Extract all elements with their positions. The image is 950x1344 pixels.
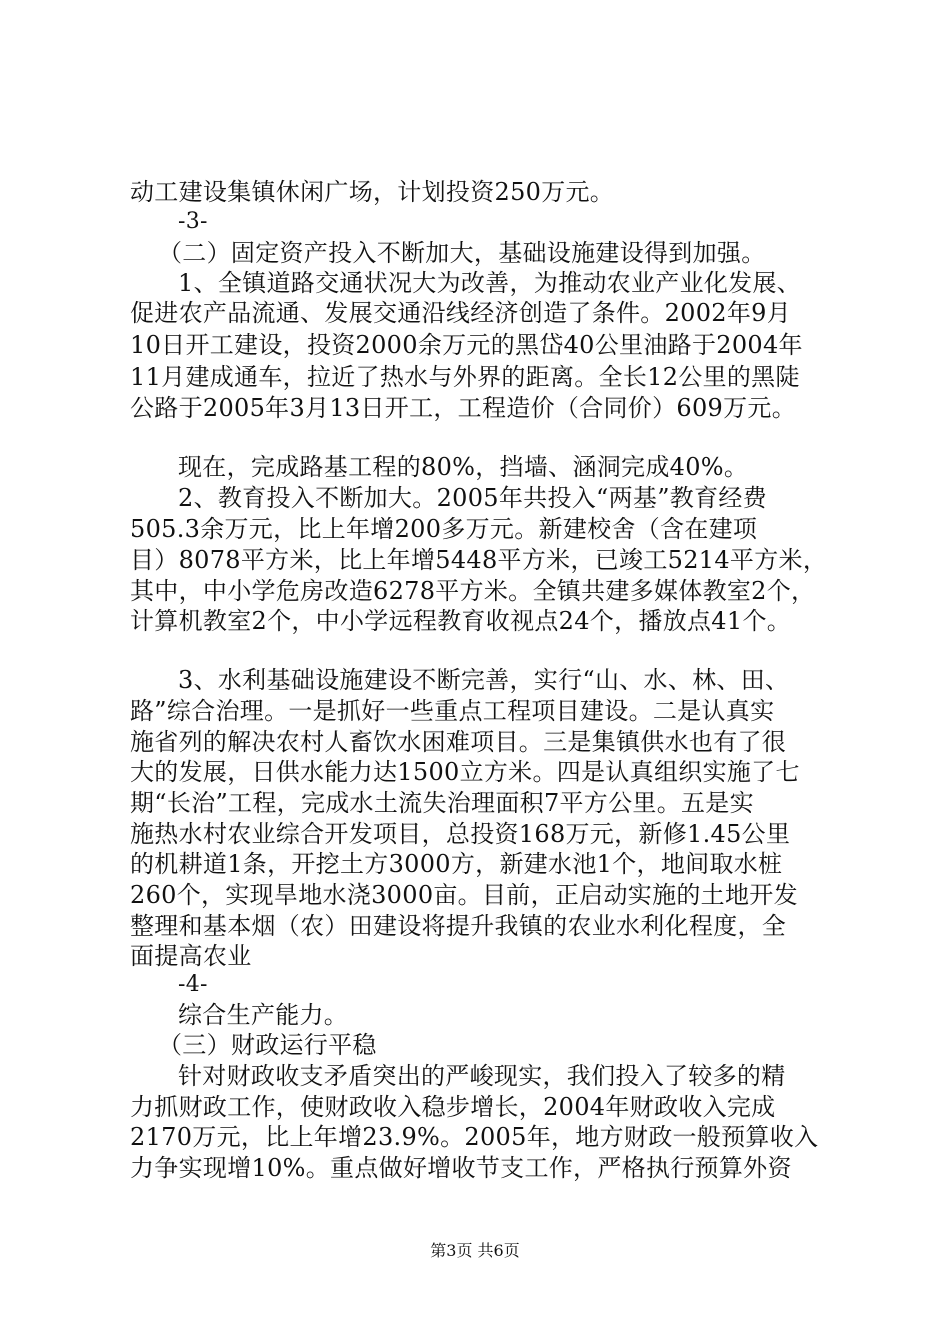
section-heading: （三）财政运行平稳: [158, 1031, 377, 1059]
text-line: 路”综合治理。一是抓好一些重点工程项目建设。二是认真实: [130, 697, 775, 725]
text-line: 力争实现增10%。重点做好增收节支工作，严格执行预算外资: [130, 1154, 792, 1182]
text-line: 2170万元，比上年增23.9%。2005年，地方财政一般预算收入: [130, 1123, 819, 1151]
text-line: 面提高农业: [130, 942, 252, 970]
page-footer: 第3页 共6页: [430, 1241, 520, 1260]
text-line: 3、水利基础设施建设不断完善，实行“山、水、林、田、: [178, 666, 790, 694]
text-line: 促进农产品流通、发展交通沿线经济创造了条件。2002年9月: [130, 299, 792, 327]
text-line: 大的发展，日供水能力达1500立方米。四是认真组织实施了七: [130, 758, 800, 786]
text-line: 10日开工建设，投资2000余万元的黑岱40公里油路于2004年: [130, 331, 803, 359]
text-line: 力抓财政工作，使财政收入稳步增长，2004年财政收入完成: [130, 1093, 776, 1121]
text-line: 260个，实现旱地水浇3000亩。目前，正启动实施的土地开发: [130, 881, 798, 909]
section-heading: （二）固定资产投入不断加大，基础设施建设得到加强。: [158, 239, 766, 267]
page-marker: -3-: [178, 209, 208, 234]
text-line: 2、教育投入不断加大。2005年共投入“两基”教育经费: [178, 484, 767, 512]
text-line: 现在，完成路基工程的80%，挡墙、涵洞完成40%。: [178, 453, 749, 481]
text-line: 整理和基本烟（农）田建设将提升我镇的农业水利化程度，全: [130, 912, 787, 940]
text-line: 的机耕道1条，开挖土方3000方，新建水池1个，地间取水桩: [130, 850, 783, 878]
text-line: 施省列的解决农村人畜饮水困难项目。三是集镇供水也有了很: [130, 728, 787, 756]
text-line: 505.3余万元，比上年增200多万元。新建校舍（含在建项: [130, 515, 758, 543]
text-line: 目）8078平方米，比上年增5448平方米，已竣工5214平方米，: [130, 546, 828, 574]
text-line: 针对财政收支矛盾突出的严峻现实，我们投入了较多的精: [178, 1062, 786, 1090]
text-line: 其中，中小学危房改造6278平方米。全镇共建多媒体教室2个，: [130, 577, 816, 605]
text-line: 1、全镇道路交通状况大为改善，为推动农业产业化发展、: [178, 269, 802, 297]
text-line: 期“长治”工程，完成水土流失治理面积7平方公里。五是实: [130, 789, 754, 817]
text-line: 动工建设集镇休闲广场，计划投资250万元。: [130, 178, 615, 206]
page-marker: -4-: [178, 972, 208, 997]
text-line: 11月建成通车，拉近了热水与外界的距离。全长12公里的黑陡: [130, 363, 800, 391]
text-line: 计算机教室2个，中小学远程教育收视点24个，播放点41个。: [130, 607, 792, 635]
text-line: 综合生产能力。: [178, 1001, 349, 1029]
text-line: 施热水村农业综合开发项目，总投资168万元，新修1.45公里: [130, 820, 791, 848]
text-line: 公路于2005年3月13日开工，工程造价（合同价）609万元。: [130, 394, 796, 422]
